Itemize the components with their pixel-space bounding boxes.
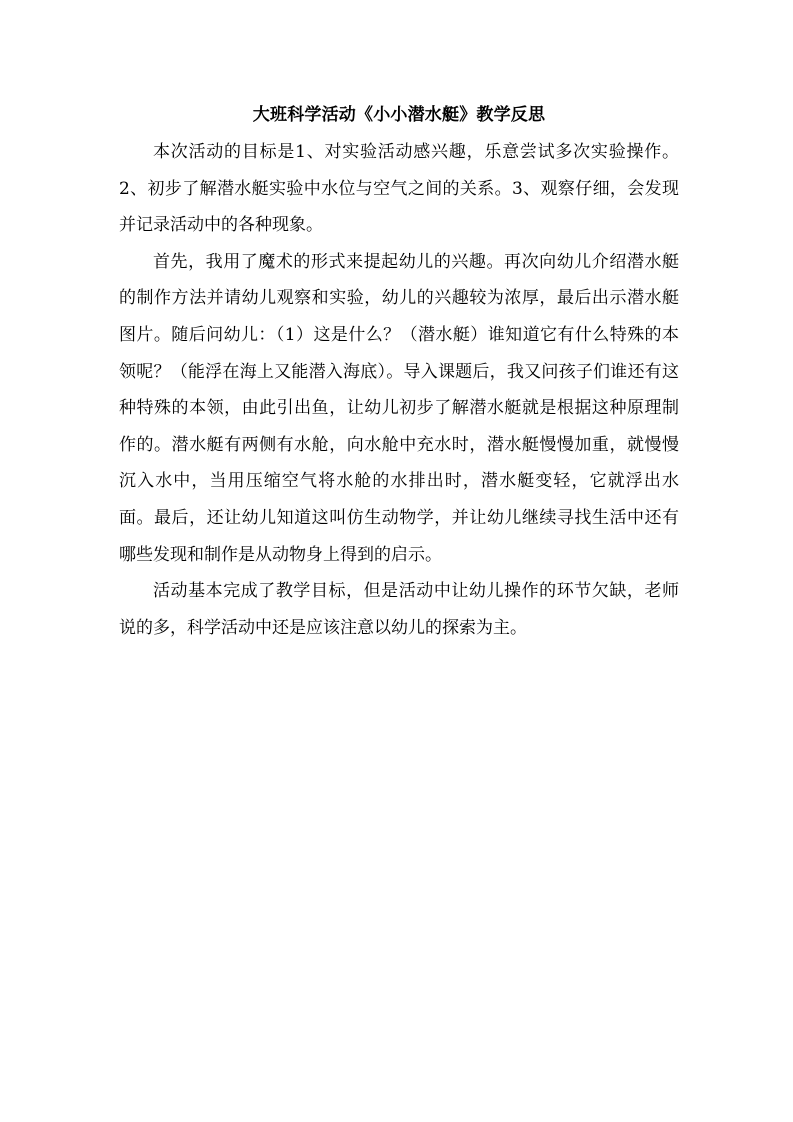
document-body (119, 100, 679, 646)
paragraph-process: 首先，我用了魔术的形式来提起幼儿的兴趣。再次向幼儿介绍潜水艇的制作方法并请幼儿观察和实验，幼儿的兴趣较为浓厚，最后出示潜水艇图片。随后问幼儿：（1）这是什么？（潜水艇）谁知道它有什么特殊的本领呢？（能浮在海上又能潜入海底）。导入课题后，我又问孩子们谁还有这种特殊的本领，由此引出鱼，让幼儿初步了解潜水艇就是根据这种原理制作的。潜水艇有两侧有水舱，向水舱中充水时，潜水艇慢慢加重，就慢慢沉入水中，当用压缩空气将水舱的水排出时，潜水艇变轻，它就浮出水面。最后，还让幼儿知道这叫仿生动物学，并让幼儿继续寻找生活中还有哪些发现和制作是从动物身上得到的启示。 (119, 251, 679, 565)
paragraph-reflection: 活动基本完成了教学目标，但是活动中让幼儿操作的环节欠缺，老师说的多，科学活动中还是应该注意以幼儿的探索为主。 (119, 581, 679, 638)
paragraph-goals: 本次活动的目标是1、对实验活动感兴趣，乐意尝试多次实验操作。2、初步了解潜水艇实验中水位与空气之间的关系。3、观察仔细，会发现并记录活动中的各种现象。 (119, 142, 679, 236)
document-title: 大班科学活动《小小潜水艇》教学反思 (252, 105, 546, 125)
